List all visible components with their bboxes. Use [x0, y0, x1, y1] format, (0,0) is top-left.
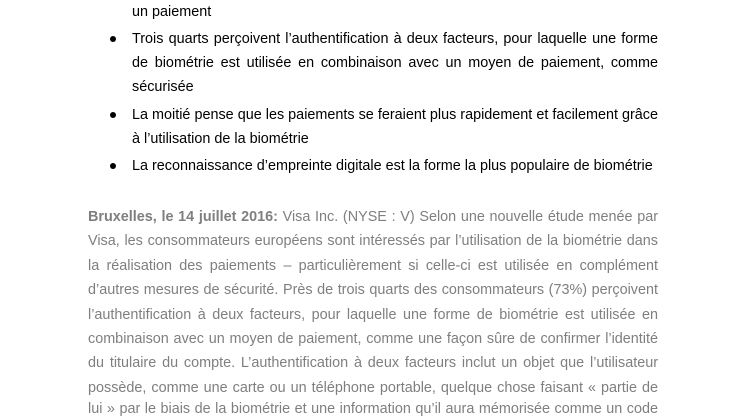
- bullet-2-line-1: Trois quarts perçoivent l’authentification à deux facteurs, pour laquelle une forme: [132, 31, 658, 47]
- press-release-line-1: [88, 207, 658, 227]
- press-release-line-7: du titulaire du compte. L’authentification à deux facteurs inclut un objet que l’utilisateur: [88, 355, 658, 371]
- bullet-2-line-3: sécurisée: [132, 79, 194, 95]
- bullet-3-line-2: à l’utilisation de la biométrie: [132, 131, 309, 147]
- dateline: Bruxelles, le 14 juillet 2016:: [88, 209, 278, 225]
- bullet-4-line-1: La reconnaissance d’empreinte digitale est la forme la plus populaire de biométrie: [132, 158, 653, 174]
- press-release-line-4: d’autres mesures de sécurité. Près de trois quarts des consommateurs (73%) perçoivent: [88, 282, 658, 298]
- bullet-1-line-1: un paiement: [132, 4, 212, 20]
- bullet-2-line-2: de biométrie est utilisée en combinaison avec un moyen de paiement, comme: [132, 55, 658, 71]
- bullet-dot-icon: [110, 163, 116, 169]
- press-release-line-5: l’authentification à deux facteurs, pour laquelle une forme de biométrie est utilisée en: [88, 307, 658, 323]
- bullet-dot-icon: [110, 36, 116, 42]
- press-release-line-6: combinaison avec un moyen de paiement, comme une façon sûre de confirmer l’identité: [88, 331, 658, 347]
- press-release-line-2: Visa, les consommateurs européens sont intéressés par l’utilisation de la biométrie dans: [88, 233, 658, 249]
- bullet-3-line-1: La moitié pense que les paiements se feraient plus rapidement et facilement grâce: [132, 107, 658, 123]
- press-release-line-8: possède, comme une carte ou un téléphone portable, quelque chose faisant « partie de: [88, 380, 658, 396]
- press-release-intro: Visa Inc. (NYSE : V) Selon une nouvelle étude menée par: [277, 209, 659, 225]
- press-release-line-9-partial: [88, 401, 658, 419]
- press-release-line-3: la réalisation des paiements – particulièrement si celle-ci est utilisée en complément: [88, 258, 658, 274]
- bullet-dot-icon: [110, 112, 116, 118]
- press-release-line-9-text: lui » par le biais de la biométrie et une information qu’il aura mémorisée comme un code: [88, 401, 658, 417]
